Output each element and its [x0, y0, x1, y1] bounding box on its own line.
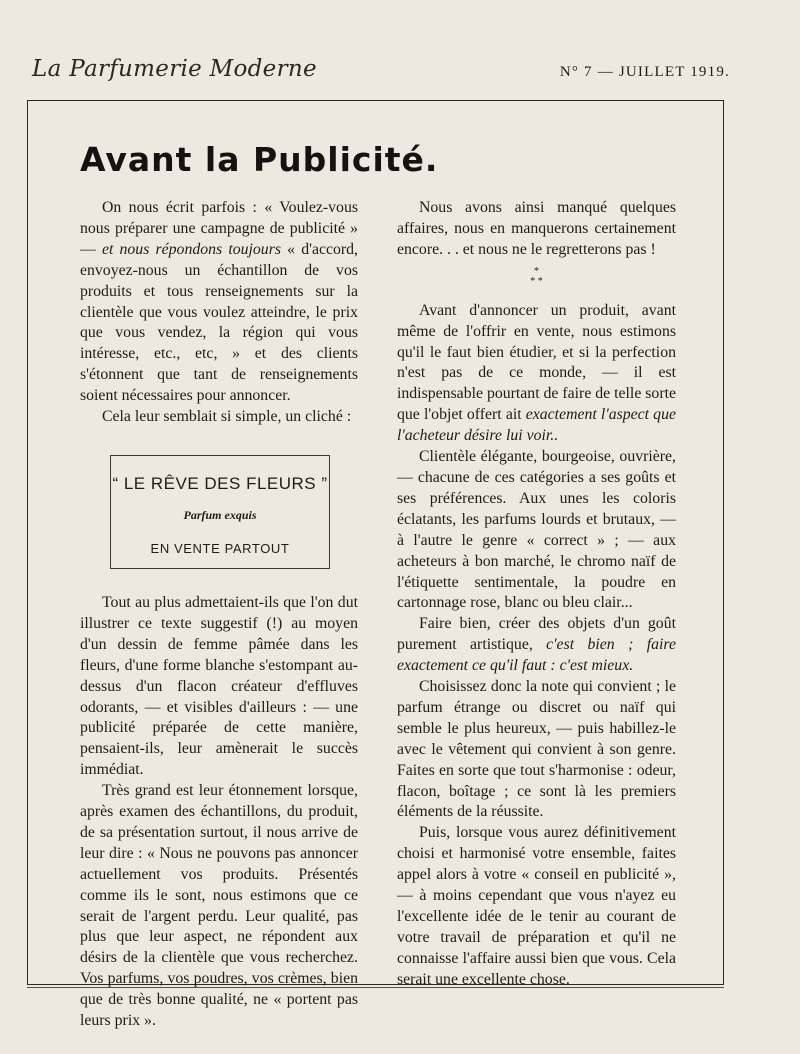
- issue-date: N° 7 — JUILLET 1919.: [559, 64, 730, 80]
- section-separator: * * *: [530, 265, 543, 287]
- ad-example-box: [110, 455, 330, 569]
- paragraph: Choisissez donc la note qui convient ; le parfum étrange ou discret ou naïf qui semble le plus heureux, — puis habillez-le avec le vêtement qui convient à son genre. Faites en sorte que tout s'harmonise : odeur, flacon, boîtage ; ce sont là les premiers éléments de la réussite.: [397, 678, 676, 821]
- article-headline: Avant la Publicité.: [80, 140, 439, 179]
- paragraph: On nous écrit parfois : « Voulez-vous nous préparer une campagne de publicité » — et nous répondons toujours « d'accord, envoyez-nous un échantillon de vos produits et tous renseignements sur la clientèle que vous voulez atteindre, le prix que vous vendez, la région qui vous intéresse, etc., etc, » et des clients s'étonnent que tant de renseignements soient nécessaires pour annoncer.: [80, 199, 358, 405]
- paragraph: Cela leur semblait si simple, un cliché :: [102, 408, 352, 426]
- ad-cta: EN VENTE PARTOUT: [150, 540, 290, 556]
- ad-subtitle: Parfum exquis: [183, 507, 257, 522]
- left-column: [80, 198, 358, 1032]
- paragraph: Très grand est leur étonnement lorsque, après examen des échantillons, du produit, de sa présentation surtout, il nous arrive de leur dire : « Nous ne pouvons pas annoncer actuellement vos produits. Présentés comme ils le sont, nous estimons que ce serait de l'argent perdu. Leur qualité, pas plus que leur aspect, ne répondent aux désirs de la clientèle que vous recherchez. Vos parfums, vos poudres, vos crèmes, bien que de très bonne qualité, ne « portent pas leurs prix ».: [80, 782, 358, 1030]
- right-column: [397, 198, 676, 991]
- masthead-title: La Parfumerie Moderne: [32, 56, 317, 82]
- paragraph: Puis, lorsque vous aurez définitivement choisi et harmonisé votre ensemble, faites appel alors à votre « conseil en publicité », — à moins cependant que vous n'ayez eu l'excellente idée de le tenir au courant de votre travail de préparation et qu'il ne connaisse l'affaire aussi bien que vous. Cela serait une excellente chose.: [397, 824, 676, 988]
- ad-title: “ LE RÊVE DES FLEURS ”: [112, 473, 328, 493]
- paragraph: Tout au plus admettaient-ils que l'on dut illustrer ce texte suggestif (!) au moyen d'un dessin de femme pâmée dans les fleurs, d'une forme blanche s'estompant au-dessus d'un flacon créateur d'effluves odorants, — et visibles d'ailleurs : — une publicité préparée de cette manière, pensaient-ils, leur amènerait le succès immédiat.: [80, 593, 358, 779]
- paragraph: Clientèle élégante, bourgeoise, ouvrière, — chacune de ces catégories a ses goûts et ses préférences. Aux unes les coloris éclatants, les parfums lourds et brutaux, — à l'autre le genre « correct » ; — aux acheteurs à bon marché, le chromo naïf de l'étiquette sentimentale, la poudre en cartonnage rose, blanc ou bleu clair...: [397, 448, 676, 612]
- paragraph: Avant d'annoncer un produit, avant même de l'offrir en vente, nous estimons qu'il le faut bien étudier, et si la perfection n'est pas de ce monde, — il est indispensable pourtant de faire de telle sorte que l'objet offert ait exactement l'aspect que l'acheteur désire lui voir..: [397, 301, 676, 445]
- paragraph: Faire bien, créer des objets d'un goût purement artistique, c'est bien ; faire exactement ce qu'il faut : c'est mieux.: [397, 615, 676, 675]
- paragraph: Nous avons ainsi manqué quelques affaires, nous en manquerons certainement encore. . . et nous ne le regretterons pas !: [397, 199, 676, 258]
